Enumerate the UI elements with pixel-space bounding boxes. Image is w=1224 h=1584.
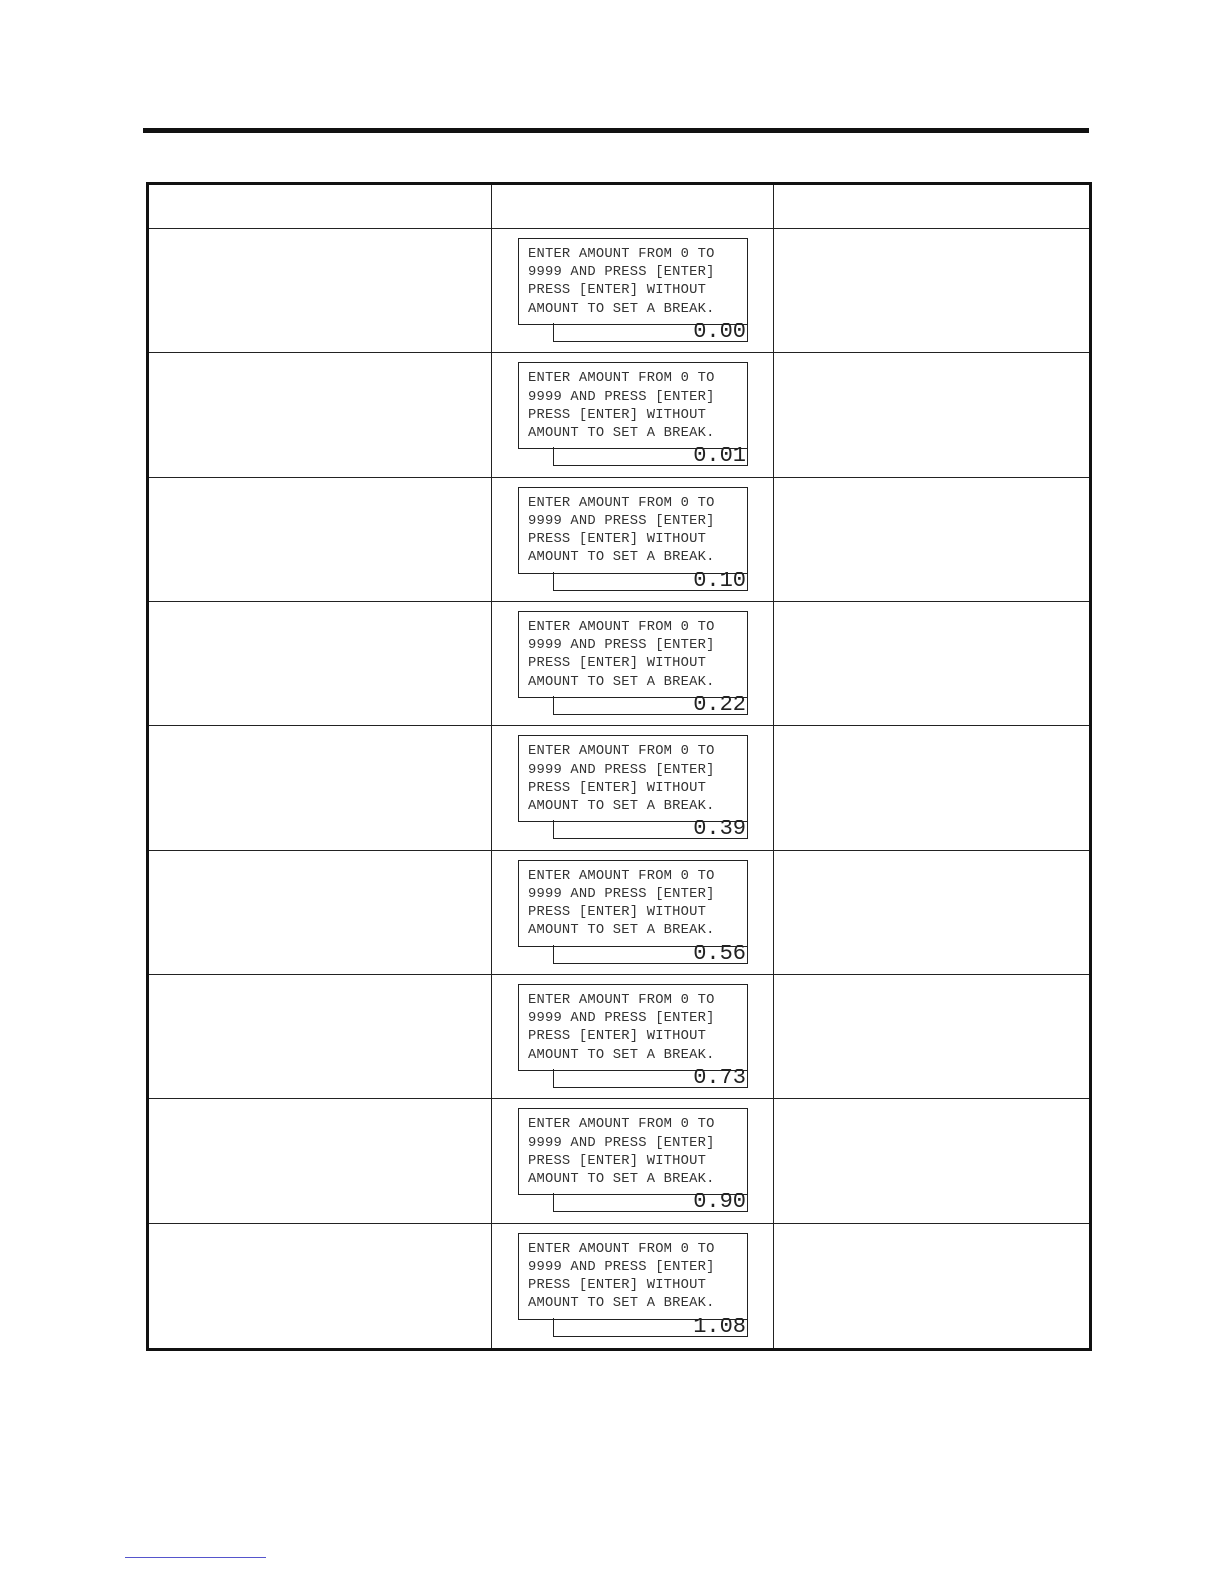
lcd-message	[518, 487, 748, 574]
procedure-cell	[149, 975, 492, 1099]
lcd-message-line: PRESS [ENTER] WITHOUT	[528, 780, 707, 796]
lcd-message-line: AMOUNT TO SET A BREAK.	[528, 425, 715, 441]
lcd-message-line: AMOUNT TO SET A BREAK.	[528, 1047, 715, 1063]
lcd-amount: 0.01	[553, 447, 748, 466]
lcd-amount: 1.08	[553, 1318, 748, 1337]
lcd-screen	[518, 611, 748, 716]
lcd-message	[518, 1233, 748, 1320]
display-cell	[492, 602, 774, 726]
display-cell	[492, 1224, 774, 1348]
procedure-cell	[149, 478, 492, 602]
remarks-cell	[774, 478, 1089, 602]
procedure-cell	[149, 229, 492, 353]
lcd-message-line: 9999 AND PRESS [ENTER]	[528, 638, 715, 654]
lcd-screen	[518, 984, 748, 1089]
lcd-message-line: 9999 AND PRESS [ENTER]	[528, 513, 715, 529]
remarks-cell	[774, 975, 1089, 1099]
lcd-message-line: PRESS [ENTER] WITHOUT	[528, 1029, 707, 1045]
procedure-cell	[149, 851, 492, 975]
display-cell	[492, 851, 774, 975]
lcd-message	[518, 984, 748, 1071]
lcd-message-line: 9999 AND PRESS [ENTER]	[528, 1011, 715, 1027]
lcd-message	[518, 860, 748, 947]
lcd-message-line: 9999 AND PRESS [ENTER]	[528, 762, 715, 778]
remarks-cell	[774, 1099, 1089, 1223]
lcd-message-line: AMOUNT TO SET A BREAK.	[528, 798, 715, 814]
lcd-message-line: AMOUNT TO SET A BREAK.	[528, 923, 715, 939]
procedure-cell	[149, 726, 492, 850]
top-horizontal-rule	[143, 128, 1089, 133]
lcd-message-line: ENTER AMOUNT FROM 0 TO	[528, 620, 715, 635]
lcd-message-line: ENTER AMOUNT FROM 0 TO	[528, 247, 715, 262]
lcd-amount: 0.73	[553, 1069, 748, 1088]
lcd-amount: 0.00	[553, 323, 748, 342]
lcd-screen	[518, 1233, 748, 1338]
display-cell	[492, 229, 774, 353]
lcd-message-line: PRESS [ENTER] WITHOUT	[528, 1153, 707, 1169]
display-cell	[492, 726, 774, 850]
remarks-cell	[774, 726, 1089, 850]
lcd-message-line: PRESS [ENTER] WITHOUT	[528, 656, 707, 672]
lcd-message-line: ENTER AMOUNT FROM 0 TO	[528, 371, 715, 387]
lcd-amount: 0.56	[553, 945, 748, 964]
display-cell	[492, 1099, 774, 1223]
lcd-amount: 0.39	[553, 820, 748, 839]
lcd-message-line: PRESS [ENTER] WITHOUT	[528, 532, 707, 548]
header-remarks-cell	[774, 185, 1089, 229]
lcd-message	[518, 735, 748, 822]
lcd-message-line: ENTER AMOUNT FROM 0 TO	[528, 868, 715, 884]
lcd-message-line: ENTER AMOUNT FROM 0 TO	[528, 1241, 715, 1257]
lcd-screen	[518, 860, 748, 965]
display-cell	[492, 478, 774, 602]
display-cell	[492, 975, 774, 1099]
procedure-cell	[149, 353, 492, 477]
lcd-message-line: PRESS [ENTER] WITHOUT	[528, 905, 707, 921]
display-cell	[492, 353, 774, 477]
lcd-message-line: AMOUNT TO SET A BREAK.	[528, 1296, 715, 1312]
lcd-message-line: PRESS [ENTER] WITHOUT	[528, 407, 707, 423]
lcd-message-line: AMOUNT TO SET A BREAK.	[528, 674, 715, 690]
footer-link-underline	[125, 1557, 266, 1558]
lcd-screen	[518, 487, 748, 592]
procedure-cell	[149, 1224, 492, 1348]
remarks-cell	[774, 1224, 1089, 1348]
lcd-message-line: AMOUNT TO SET A BREAK.	[528, 301, 715, 317]
header-display-cell	[492, 185, 774, 229]
lcd-amount: 0.22	[553, 696, 748, 715]
remarks-cell	[774, 851, 1089, 975]
procedure-cell	[149, 602, 492, 726]
procedure-table	[146, 182, 1092, 1351]
lcd-message-line: ENTER AMOUNT FROM 0 TO	[528, 993, 715, 1008]
lcd-message-line: ENTER AMOUNT FROM 0 TO	[528, 495, 715, 511]
procedure-cell	[149, 1099, 492, 1223]
lcd-message-line: 9999 AND PRESS [ENTER]	[528, 265, 715, 281]
remarks-cell	[774, 353, 1089, 477]
lcd-message-line: PRESS [ENTER] WITHOUT	[528, 1278, 707, 1294]
lcd-screen	[518, 1108, 748, 1213]
lcd-amount: 0.10	[553, 572, 748, 591]
lcd-screen	[518, 238, 748, 343]
lcd-message-line: AMOUNT TO SET A BREAK.	[528, 1171, 715, 1187]
lcd-message	[518, 238, 748, 325]
lcd-screen	[518, 735, 748, 840]
lcd-message-line: ENTER AMOUNT FROM 0 TO	[528, 744, 715, 760]
remarks-cell	[774, 602, 1089, 726]
lcd-message-line: ENTER AMOUNT FROM 0 TO	[528, 1117, 715, 1133]
lcd-message-line: AMOUNT TO SET A BREAK.	[528, 550, 715, 566]
header-procedure-cell	[149, 185, 492, 229]
lcd-message	[518, 611, 748, 698]
lcd-message-line: 9999 AND PRESS [ENTER]	[528, 1135, 715, 1151]
lcd-screen	[518, 362, 748, 467]
lcd-message	[518, 1108, 748, 1195]
lcd-message-line: 9999 AND PRESS [ENTER]	[528, 389, 715, 405]
lcd-message-line: PRESS [ENTER] WITHOUT	[528, 283, 707, 299]
lcd-amount: 0.90	[553, 1193, 748, 1212]
lcd-message-line: 9999 AND PRESS [ENTER]	[528, 1259, 715, 1275]
lcd-message-line: 9999 AND PRESS [ENTER]	[528, 886, 715, 902]
remarks-cell	[774, 229, 1089, 353]
lcd-message	[518, 362, 748, 449]
